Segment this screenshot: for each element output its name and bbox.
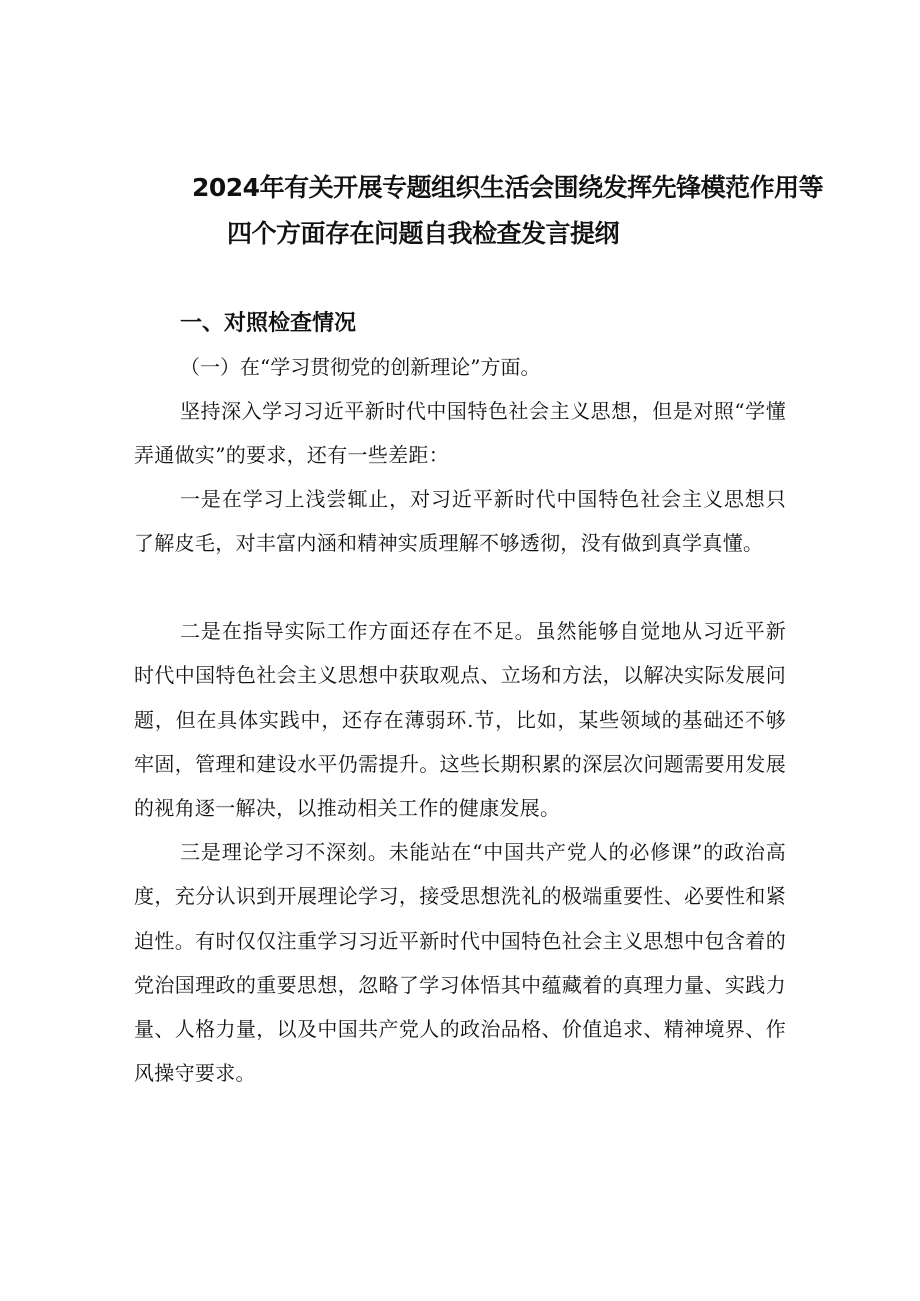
document-title-line-1: 2024年有关开展专题组织生活会围绕发挥先锋模范作用等 xyxy=(192,173,824,202)
body-paragraph: 一是在学习上浅尝辄止，对习近平新时代中国特色社会主义思想只了解皮毛，对丰富内涵和精神实质理解不够透彻，没有做到真学真懂。 xyxy=(134,487,786,556)
body-paragraph: 坚持深入学习习近平新时代中国特色社会主义思想，但是对照“学懂弄通做实”的要求，还有一些差距： xyxy=(134,399,786,468)
body-paragraph: 三是理论学习不深刻。未能站在“中国共产党人的必修课”的政治高度，充分认识到开展理论学习，接受思想洗礼的极端重要性、必要性和紧迫性。有时仅仅注重学习习近平新时代中国特色社会主义思想中包含着的党治国理政的重要思想，忽略了学习体悟其中蕴藏着的真理力量、实践力量、人格力量，以及中国共产党人的政治品格、价值追求、精神境界、作风操守要求。 xyxy=(134,840,786,1086)
document-title-line-2: 四个方面存在问题自我检查发言提纲 xyxy=(227,219,620,248)
section-heading: 一、对照检查情况 xyxy=(180,311,357,336)
body-paragraph: 二是在指导实际工作方面还存在不足。虽然能够自觉地从习近平新时代中国特色社会主义思想中获取观点、立场和方法，以解决实际发展问题，但在具体实践中，还存在薄弱环.节，比如，某些领域的基础还不够牢固，管理和建设水平仍需提升。这些长期积累的深层次问题需要用发展的视角逐一解决，以推动相关工作的健康发展。 xyxy=(134,619,786,821)
subsection-heading: （一）在“学习贯彻党的创新理论”方面。 xyxy=(180,355,541,379)
